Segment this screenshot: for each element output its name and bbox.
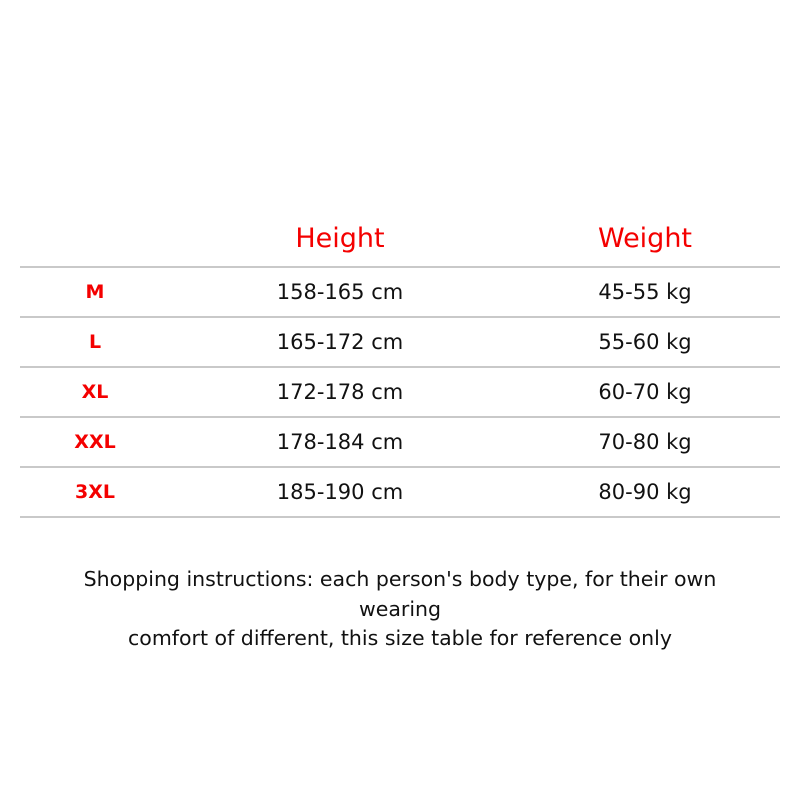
- row-weight-value: 45-55 kg: [510, 267, 780, 317]
- size-chart-table: [20, 225, 780, 518]
- row-size-label: 3XL: [20, 467, 170, 517]
- row-size-label: XXL: [20, 417, 170, 467]
- size-chart-container: [0, 225, 800, 518]
- shopping-instructions: [40, 565, 760, 654]
- column-header-height: Height: [295, 223, 385, 254]
- row-height-value: 172-178 cm: [170, 367, 510, 417]
- row-weight-value: 55-60 kg: [510, 317, 780, 367]
- row-size-label: M: [20, 267, 170, 317]
- row-weight-value: 60-70 kg: [510, 367, 780, 417]
- shopping-instructions-line-1: Shopping instructions: each person's body type, for their own wearing: [83, 567, 717, 621]
- table-row: [20, 467, 780, 517]
- row-size-label: XL: [20, 367, 170, 417]
- row-height-value: 165-172 cm: [170, 317, 510, 367]
- header-row: [20, 225, 780, 267]
- table-row: [20, 317, 780, 367]
- table-header: [20, 225, 780, 267]
- row-height-value: 185-190 cm: [170, 467, 510, 517]
- row-height-value: 158-165 cm: [170, 267, 510, 317]
- row-size-label: L: [20, 317, 170, 367]
- shopping-instructions-line-2: comfort of different, this size table for reference only: [128, 626, 672, 651]
- table-row: [20, 367, 780, 417]
- table-row: [20, 267, 780, 317]
- column-header-size: [20, 225, 170, 267]
- row-height-value: 178-184 cm: [170, 417, 510, 467]
- table-row: [20, 417, 780, 467]
- row-weight-value: 80-90 kg: [510, 467, 780, 517]
- table-body: [20, 267, 780, 517]
- column-header-weight: Weight: [597, 223, 693, 254]
- row-weight-value: 70-80 kg: [510, 417, 780, 467]
